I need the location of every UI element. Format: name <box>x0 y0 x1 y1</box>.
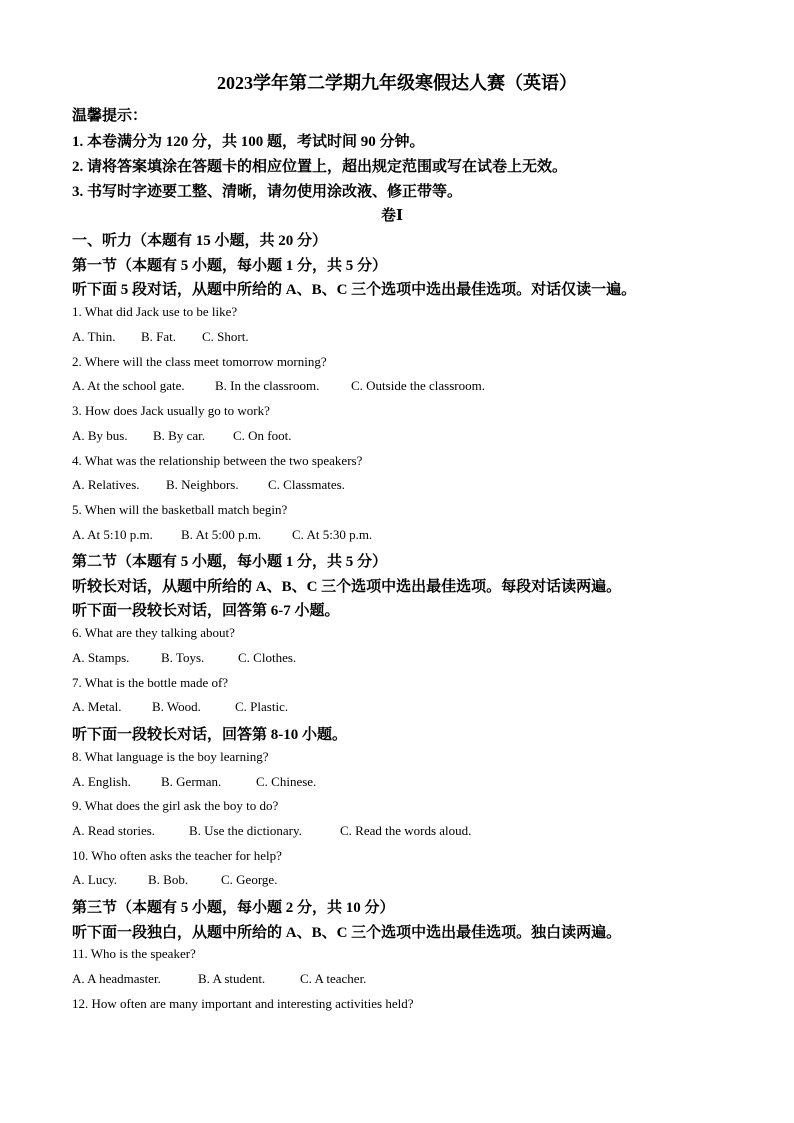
group-instruction: 听下面一段较长对话，回答第 6-7 小题。 <box>72 603 340 619</box>
question-text: 11. Who is the speaker? <box>72 946 196 961</box>
option-a: A. Stamps. <box>72 650 130 665</box>
section-instruction: 听较长对话，从题中所给的 A、B、C 三个选项中选出最佳选项。每段对话读两遍。 <box>72 579 622 595</box>
option-c: C. At 5:30 p.m. <box>292 527 373 542</box>
option-b: B. A student. <box>198 971 266 986</box>
option-b: B. In the classroom. <box>215 378 320 393</box>
option-c: C. Plastic. <box>235 699 289 714</box>
option-b: B. Neighbors. <box>166 477 239 492</box>
question-text: 2. Where will the class meet tomorrow morning? <box>72 354 327 369</box>
option-b: B. Use the dictionary. <box>189 823 302 838</box>
page-title: 2023学年第二学期九年级寒假达人赛（英语） <box>217 73 577 93</box>
option-b: B. At 5:00 p.m. <box>181 527 262 542</box>
section-heading: 第三节（本题有 5 小题，每小题 2 分，共 10 分） <box>72 900 395 916</box>
question-text: 1. What did Jack use to be like? <box>72 304 238 319</box>
question-options <box>72 774 316 790</box>
question-text: 3. How does Jack usually go to work? <box>72 403 270 418</box>
question-options <box>72 378 485 394</box>
question-options <box>72 650 296 666</box>
option-b: B. Fat. <box>141 329 177 344</box>
option-c: C. Short. <box>202 329 249 344</box>
option-a: A. At the school gate. <box>72 378 185 393</box>
question-options <box>72 971 366 987</box>
question-options <box>72 823 471 839</box>
question-options <box>72 329 249 345</box>
section-instruction: 听下面一段独白，从题中所给的 A、B、C 三个选项中选出最佳选项。独白读两遍。 <box>72 925 622 941</box>
option-a: A. Lucy. <box>72 872 118 887</box>
volume-label: 卷Ⅰ <box>380 208 404 224</box>
option-c: C. Classmates. <box>268 477 345 492</box>
option-c: C. Read the words aloud. <box>340 823 472 838</box>
part-heading: 一、听力（本题有 15 小题，共 20 分） <box>72 233 328 249</box>
question-options <box>72 872 277 888</box>
tip-item: 3. 书写时字迹要工整、清晰，请勿使用涂改液、修正带等。 <box>72 184 463 200</box>
option-a: A. Metal. <box>72 699 122 714</box>
question-text: 5. When will the basketball match begin? <box>72 502 288 517</box>
option-c: C. Outside the classroom. <box>351 378 485 393</box>
question-text: 7. What is the bottle made of? <box>72 675 229 690</box>
option-b: B. Bob. <box>148 872 189 887</box>
option-a: A. Read stories. <box>72 823 156 838</box>
option-b: B. Wood. <box>152 699 201 714</box>
question-text: 8. What language is the boy learning? <box>72 749 269 764</box>
option-c: C. George. <box>221 872 278 887</box>
option-a: A. At 5:10 p.m. <box>72 527 153 542</box>
section-heading: 第一节（本题有 5 小题，每小题 1 分，共 5 分） <box>72 258 388 274</box>
option-b: B. Toys. <box>161 650 205 665</box>
question-text: 10. Who often asks the teacher for help? <box>72 848 282 863</box>
section-heading: 第二节（本题有 5 小题，每小题 1 分，共 5 分） <box>72 554 388 570</box>
option-a: A. Relatives. <box>72 477 140 492</box>
question-text: 6. What are they talking about? <box>72 625 235 640</box>
option-b: B. German. <box>161 774 222 789</box>
question-text: 9. What does the girl ask the boy to do? <box>72 798 279 813</box>
question-text: 4. What was the relationship between the two speakers? <box>72 453 363 468</box>
option-a: A. By bus. <box>72 428 128 443</box>
section-instruction: 听下面 5 段对话，从题中所给的 A、B、C 三个选项中选出最佳选项。对话仅读一遍。 <box>72 282 637 298</box>
question-options <box>72 699 288 715</box>
option-c: C. Clothes. <box>238 650 297 665</box>
tip-item: 2. 请将答案填涂在答题卡的相应位置上，超出规定范围或写在试卷上无效。 <box>72 159 568 175</box>
question-text: 12. How often are many important and interesting activities held? <box>72 996 414 1011</box>
option-a: A. Thin. <box>72 329 116 344</box>
option-a: A. English. <box>72 774 131 789</box>
tips-heading: 温馨提示： <box>72 108 148 124</box>
question-options <box>72 477 345 493</box>
tip-item: 1. 本卷满分为 120 分，共 100 题，考试时间 90 分钟。 <box>72 134 425 150</box>
option-b: B. By car. <box>153 428 205 443</box>
option-a: A. A headmaster. <box>72 971 161 986</box>
group-instruction: 听下面一段较长对话，回答第 8-10 小题。 <box>72 727 347 743</box>
question-options <box>72 527 372 543</box>
question-options <box>72 428 292 444</box>
option-c: C. A teacher. <box>300 971 367 986</box>
option-c: C. On foot. <box>233 428 292 443</box>
option-c: C. Chinese. <box>256 774 317 789</box>
